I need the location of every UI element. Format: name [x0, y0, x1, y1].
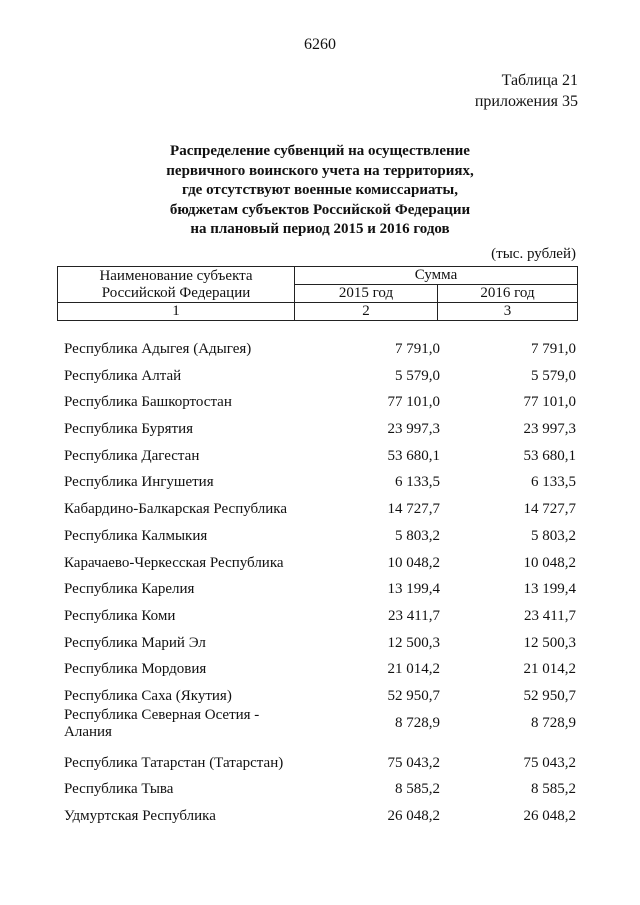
table-row: [64, 755, 576, 782]
region-name: Кабардино-Балкарская Республика: [64, 501, 288, 518]
column-number-3: 3: [438, 303, 578, 321]
region-name: Республика Тыва: [64, 781, 174, 798]
region-name: Республика Башкортостан: [64, 394, 232, 411]
region-name: Карачаево-Черкесская Республика: [64, 554, 284, 571]
table-number: Таблица 21: [501, 72, 578, 89]
appendix-number: приложения 35: [474, 93, 578, 110]
amount-2016: 5 803,2: [531, 527, 576, 544]
column-header-2015: 2015 год: [295, 285, 438, 303]
amount-2015: 8 728,9: [395, 714, 440, 731]
amount-2015: 5 803,2: [395, 527, 440, 544]
amount-2015: 26 048,2: [387, 808, 440, 824]
amount-2016: 5 579,0: [531, 367, 576, 384]
amount-2015: 21 014,2: [387, 661, 440, 678]
amount-2016: 77 101,0: [523, 394, 576, 411]
amount-2016: 13 199,4: [523, 581, 576, 598]
region-name: Республика Бурятия: [64, 421, 194, 438]
amount-2015: 5 579,0: [395, 367, 440, 384]
title-line: бюджетам субъектов Российской Федерации: [169, 201, 471, 218]
table-header: [57, 266, 578, 321]
column-header-sum: Сумма: [295, 267, 578, 285]
amount-2015: 6 133,5: [395, 474, 440, 491]
region-name: Республика Коми: [64, 607, 176, 624]
amount-2016: 75 043,2: [523, 754, 576, 771]
region-name: Республика Дагестан: [64, 447, 200, 464]
amount-2015: 13 199,4: [387, 581, 440, 598]
table-row: [64, 501, 576, 528]
units-label: (тыс. рублей): [491, 246, 576, 262]
title-line: Распределение субвенций на осуществление: [170, 143, 470, 159]
table-row: [64, 635, 576, 662]
column-number-2: 2: [295, 303, 438, 321]
table-row: [64, 706, 576, 755]
amount-2015: 7 791,0: [395, 341, 440, 357]
table-row: [64, 555, 576, 582]
table-row: [64, 608, 576, 635]
amount-2016: 53 680,1: [523, 447, 576, 464]
amount-2016: 23 411,7: [524, 607, 576, 624]
table-row: [64, 661, 576, 688]
table-row: [64, 474, 576, 501]
table-row: [64, 581, 576, 608]
column-header-2016: 2016 год: [438, 285, 578, 303]
region-name: Удмуртская Республика: [64, 808, 216, 824]
column-number-1: 1: [58, 303, 295, 321]
region-name: Республика Адыгея (Адыгея): [64, 341, 252, 357]
amount-2016: 8 585,2: [531, 781, 576, 798]
table-row: [64, 394, 576, 421]
amount-2015: 23 997,3: [387, 421, 440, 438]
table-row: [64, 808, 576, 835]
amount-2015: 75 043,2: [387, 754, 440, 771]
region-name: Республика Карелия: [64, 581, 195, 598]
amount-2016: 7 791,0: [531, 341, 576, 357]
table-body: [64, 341, 576, 835]
amount-2015: 12 500,3: [387, 634, 440, 651]
amount-2015: 14 727,7: [387, 501, 440, 518]
amount-2016: 52 950,7: [523, 687, 576, 704]
table-row: [64, 341, 576, 368]
amount-2015: 23 411,7: [388, 607, 440, 624]
document-title: [0, 142, 640, 240]
column-header-name-line2: Российской Федерации: [101, 284, 251, 301]
table-row: [64, 781, 576, 808]
amount-2016: 10 048,2: [523, 554, 576, 571]
amount-2015: 77 101,0: [387, 394, 440, 411]
title-line: первичного воинского учета на территориях,: [166, 162, 474, 179]
table-row: [64, 448, 576, 475]
amount-2016: 12 500,3: [523, 634, 576, 651]
region-name: Республика Алтай: [64, 367, 182, 384]
region-name: Республика Ингушетия: [64, 474, 214, 491]
page-number: 6260: [304, 36, 336, 53]
table-reference: [475, 70, 578, 112]
region-name: Республика Мордовия: [64, 661, 207, 678]
amount-2015: 52 950,7: [387, 687, 440, 704]
region-name: Республика Саха (Якутия): [64, 687, 232, 704]
amount-2015: 10 048,2: [387, 554, 440, 571]
amount-2016: 14 727,7: [523, 501, 576, 518]
amount-2015: 8 585,2: [395, 781, 440, 798]
region-name: Республика Северная Осетия - Алания: [64, 706, 260, 740]
amount-2016: 23 997,3: [523, 421, 576, 438]
title-line: где отсутствуют военные комиссариаты,: [182, 182, 458, 198]
amount-2016: 21 014,2: [523, 661, 576, 678]
table-row: [64, 421, 576, 448]
amount-2016: 6 133,5: [531, 474, 576, 491]
region-name: Республика Марий Эл: [64, 634, 206, 651]
region-name: Республика Татарстан (Татарстан): [64, 754, 284, 771]
table-row: [64, 528, 576, 555]
amount-2016: 26 048,2: [523, 808, 576, 824]
column-header-name: [58, 267, 295, 303]
title-line: на плановый период 2015 и 2016 годов: [190, 221, 450, 237]
amount-2015: 53 680,1: [387, 447, 440, 464]
amount-2016: 8 728,9: [531, 714, 576, 731]
table-row: [64, 368, 576, 395]
region-name: Республика Калмыкия: [64, 527, 208, 544]
column-header-name-line1: Наименование субъекта: [99, 267, 253, 284]
